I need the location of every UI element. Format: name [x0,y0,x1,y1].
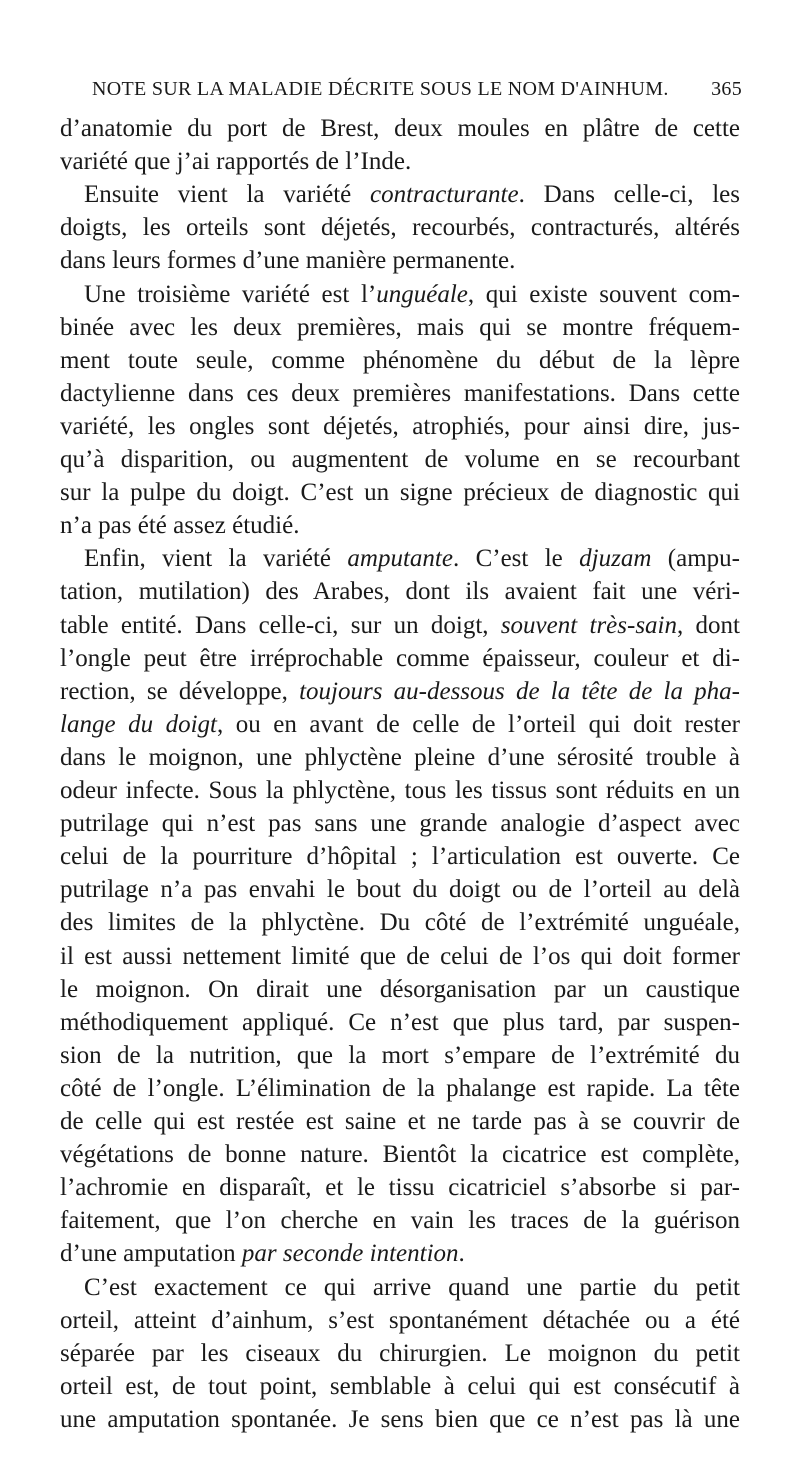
text-line [60,1237,465,1270]
text-span: faitement, que l’on cherche en vain les traces de la guérison [60,1207,740,1234]
text-span: n’a pas été assez étudié. [60,512,300,539]
text-span: Enfin, vient la variété [84,545,348,572]
text-line [60,410,740,443]
text-line [60,145,411,178]
text-line [60,1072,740,1105]
text-line [60,675,740,708]
text-line [60,1304,740,1337]
text-span: dactylienne dans ces deux premières manifestations. Dans cette [60,380,740,407]
text-span: il est aussi nettement limité que de celui de l’os qui doit former [60,943,740,970]
text-span: odeur infecte. Sous la phlyctène, tous les tissus sont réduits en un [60,777,740,804]
text-span: tation, mutilation) des Arabes, dont ils avaient fait une véri- [60,578,740,605]
text-line [60,840,740,873]
text-span: orteil, atteint d’ainhum, s’est spontanément détachée ou a été [60,1307,740,1334]
text-span: une amputation spontanée. Je sens bien que ce n’est pas là une [60,1406,740,1433]
text-span: . [458,1240,465,1267]
text-line [60,1171,740,1204]
italic-span: unguéale [376,281,468,308]
page-number: 365 [711,78,742,100]
text-span: celui de la pourriture d’hôpital ; l’articulation est ouverte. Ce [60,843,740,870]
text-line [60,1337,740,1370]
text-line [60,443,740,476]
text-line [60,807,740,840]
text-span: côté de l’ongle. L’élimination de la phalange est rapide. La tête [60,1075,740,1102]
running-header [92,78,742,108]
text-line [60,609,740,642]
running-title: NOTE SUR LA MALADIE DÉCRITE SOUS LE NOM D'AINHUM. [92,78,669,100]
text-line [60,311,740,344]
text-line [60,344,740,377]
text-span: le moignon. On dirait une désorganisation par un caustique [60,976,740,1003]
text-line [60,774,740,807]
text-span: méthodiquement appliqué. Ce n’est que plus tard, par suspen- [60,1009,740,1036]
text-span: qu’à disparition, ou augmentent de volume en se recourbant [60,446,740,473]
text-span: , dont [677,612,740,639]
text-line [60,1370,740,1403]
text-line [60,278,740,311]
text-line [60,509,299,542]
text-span: putrilage qui n’est pas sans une grande analogie d’aspect avec [60,810,740,837]
text-span: putrilage n’a pas envahi le bout du doigt ou de l’orteil au delà [60,876,740,903]
italic-span: contracturante [369,181,519,208]
text-span: sur la pulpe du doigt. C’est un signe précieux de diagnostic qui [60,479,740,506]
italic-span: lange du doigt [60,711,217,738]
text-line [60,575,740,608]
text-line [60,642,740,675]
text-span: binée avec les deux premières, mais qui se montre fréquem- [60,314,740,341]
text-line [60,1138,740,1171]
italic-span: toujours au-dessous de la tête de la pha- [299,678,740,705]
italic-span: par seconde intention [241,1240,459,1267]
text-span: dans le moignon, une phlyctène pleine d’une sérosité trouble à [60,744,740,771]
text-line [60,542,740,575]
text-span: doigts, les orteils sont déjetés, recourbés, contracturés, altérés [60,214,740,241]
text-span: Ensuite vient la variété [84,181,370,208]
text-line [60,377,740,410]
text-span: , ou en avant de celle de l’orteil qui doit rester [217,711,741,738]
text-span: . Dans celle-ci, les [518,181,740,208]
text-span: dans leurs formes d’une manière permanente. [60,247,516,274]
text-line [60,940,740,973]
text-span: végétations de bonne nature. Bientôt la cicatrice est complète, [60,1141,740,1168]
text-line [60,1271,740,1304]
text-line [60,1006,740,1039]
text-line [60,873,740,906]
text-line [60,112,740,145]
text-line [60,1204,740,1237]
text-span: variété que j’ai rapportés de l’Inde. [60,148,412,175]
text-span: orteil est, de tout point, semblable à celui qui est consécutif à [60,1373,740,1400]
text-span: de celle qui est restée est saine et ne tarde pas à se couvrir de [60,1108,740,1135]
text-span: (ampu- [651,545,740,572]
text-span: , qui existe souvent com- [467,281,740,308]
text-span: Une troisième variété est l’ [84,281,377,308]
text-span: sion de la nutrition, que la mort s’empare de l’extrémité du [60,1042,740,1069]
text-line [60,1403,740,1436]
text-line [60,906,740,939]
text-span: rection, se développe, [60,678,300,705]
text-line [60,476,740,509]
text-span: d’une amputation [60,1240,242,1267]
text-span: des limites de la phlyctène. Du côté de l’extrémité unguéale, [60,909,740,936]
text-line [60,244,515,277]
text-span: . C’est le [452,545,580,572]
text-span: l’achromie en disparaît, et le tissu cicatriciel s’absorbe si par- [60,1174,740,1201]
text-line [60,973,740,1006]
text-span: séparée par les ciseaux du chirurgien. Le moignon du petit [60,1340,740,1367]
text-span: ment toute seule, comme phénomène du début de la lèpre [60,347,740,374]
text-span: table entité. Dans celle-ci, sur un doigt, [60,612,501,639]
text-span: l’ongle peut être irréprochable comme épaisseur, couleur et di- [60,645,740,672]
text-line [60,1105,740,1138]
text-line [60,741,740,774]
text-span: d’anatomie du port de Brest, deux moules en plâtre de cette [60,115,740,142]
text-line [60,1039,740,1072]
text-line [60,211,740,244]
text-line [60,708,740,741]
text-line [60,178,740,211]
italic-span: djuzam [579,545,652,572]
italic-span: amputante [347,545,453,572]
text-span: C’est exactement ce qui arrive quand une partie du petit [84,1274,740,1301]
text-span: variété, les ongles sont déjetés, atrophiés, pour ainsi dire, jus- [60,413,740,440]
italic-span: souvent très-sain [500,612,677,639]
